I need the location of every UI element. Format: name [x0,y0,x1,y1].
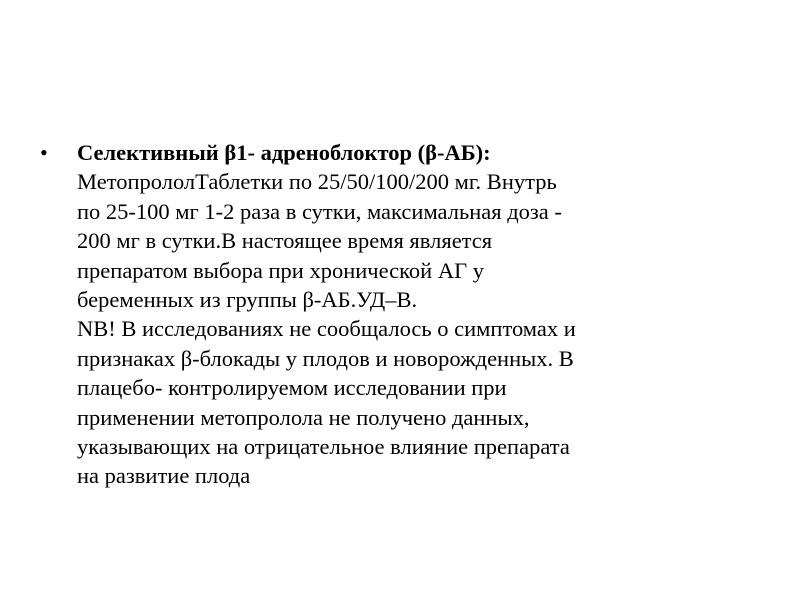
text-line: на развитие плода [77,463,251,489]
text-line: по 25-100 мг 1-2 раза в сутки, максимальная доза - [77,198,562,224]
text-line: 200 мг в сутки.В настоящее время является [77,228,493,254]
bullet-dot-icon: • [40,140,48,165]
text-line: плацебо- контролируемом исследовании при [77,375,507,401]
text-line: NB! В исследованиях не сообщалось о симптомах и [77,316,576,342]
text-line: применении метопролола не получено данных, [77,404,530,430]
text-line: МетопрололТаблетки по 25/50/100/200 мг. Внутрь [77,169,557,195]
bullet-item-metoprolol [40,138,760,491]
bullet-heading: Селективный β1- адреноблоктор (β-АБ): [77,140,491,165]
text-line: беременных из группы β-АБ.УД–В. [77,287,418,313]
bullet-list [40,138,760,491]
text-line: признаках β-блокады у плодов и новорожденных. В [77,345,574,371]
text-line: указывающих на отрицательное влияние препарата [77,434,570,460]
text-line: препаратом выбора при хронической АГ у [77,257,484,283]
